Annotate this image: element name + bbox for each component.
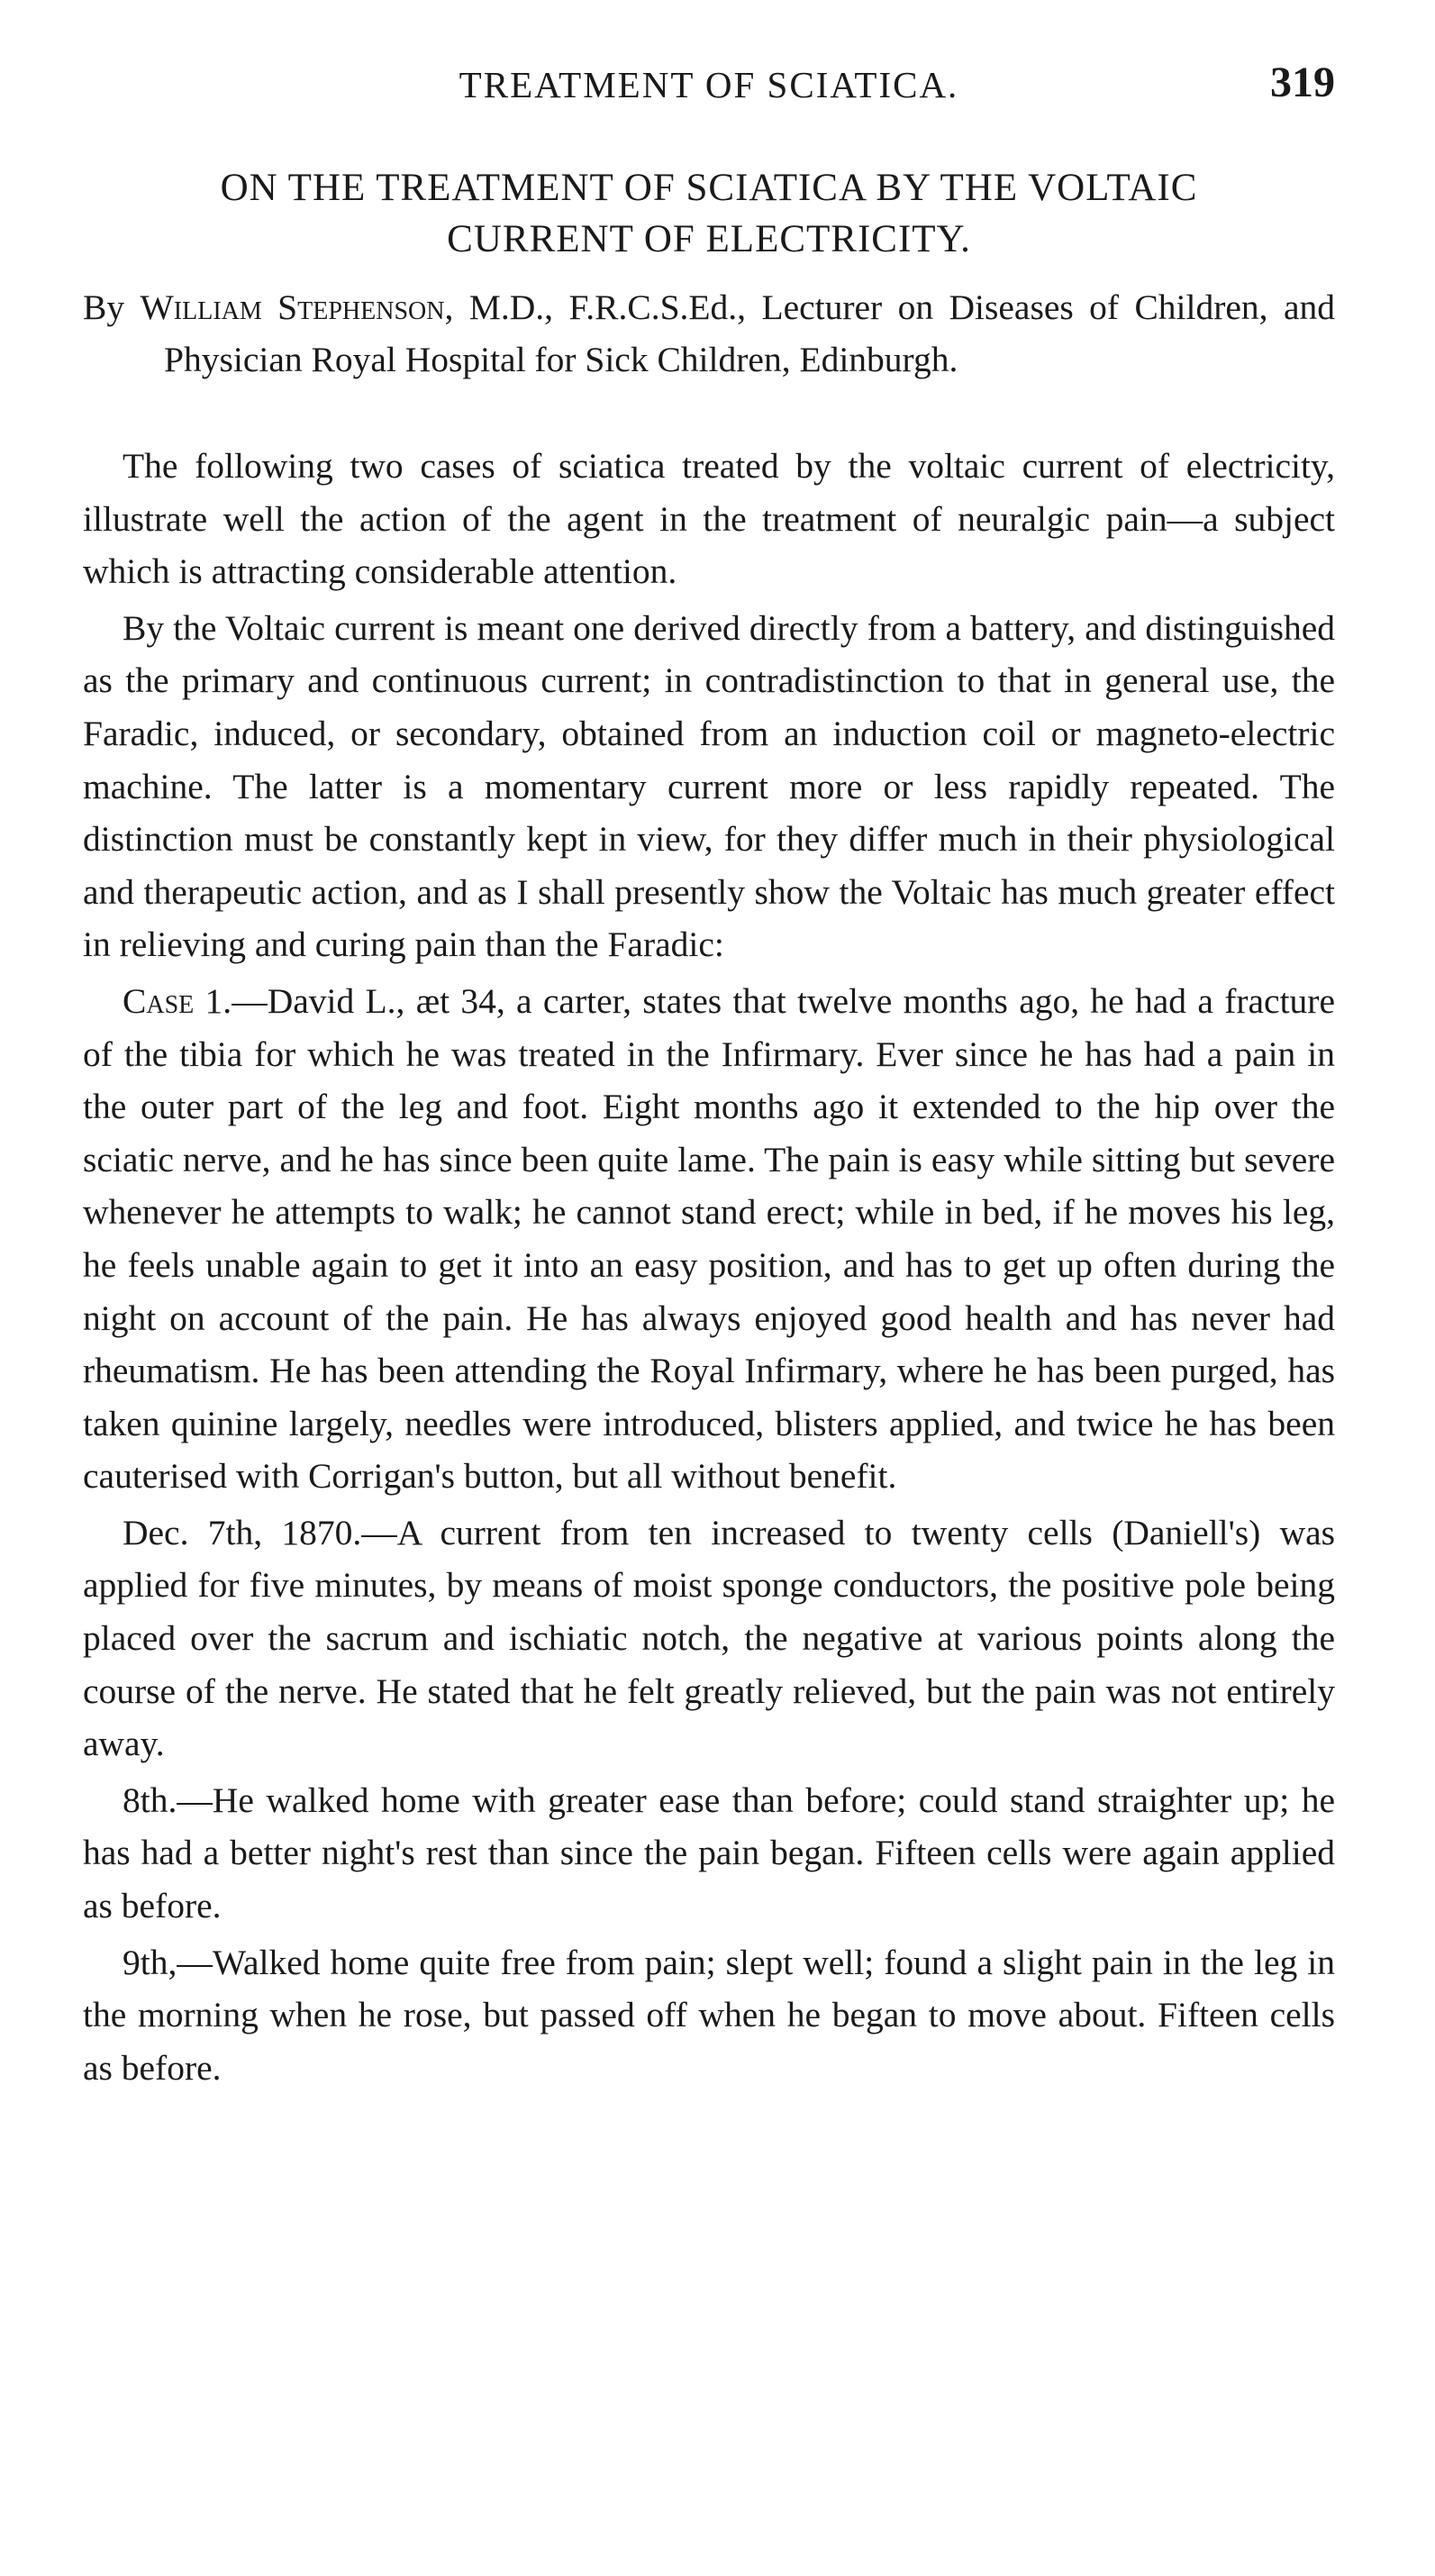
article-title: [83, 162, 1335, 265]
running-head: [83, 59, 1335, 117]
author-credentials: , M.D., F.R.C.S.Ed., Lecturer on Diseases of Children, and Physician Royal Hospital for Sick Children, Edinburgh.: [164, 287, 1335, 379]
byline-prefix: By: [83, 287, 141, 327]
paragraph-9th: 9th,—Walked home quite free from pain; slept well; found a slight pain in the leg in the morning when he rose, but passed off when he began to move about. Fifteen cells as before.: [83, 1942, 1335, 2088]
case-label: Case 1.: [123, 980, 232, 1021]
paragraph-intro: The following two cases of sciatica treated by the voltaic current of electricity, illustrate well the action of the agent in the treatment of neuralgic pain—a subject which is attracting considerable attention.: [83, 446, 1335, 592]
paragraph-voltaic-definition: By the Voltaic current is meant one derived directly from a battery, and distinguished as the primary and continuous current; in contradistinction to that in general use, the Faradic, induced, or secondary, obtained from an induction coil or magneto-electric machine. The latter is a momentary current more or less rapidly repeated. The distinction must be constantly kept in view, for they differ much in their physiological and therapeutic action, and as I shall presently show the Voltaic has much greater effect in relieving and curing pain than the Faradic:: [83, 607, 1335, 965]
paragraph-8th: 8th.—He walked home with greater ease than before; could stand straighter up; he has had a better night's rest than since the pain began. Fifteen cells were again applied as before.: [83, 1780, 1335, 1926]
author-name: William Stephenson: [140, 287, 445, 327]
running-title: TREATMENT OF SCIATICA.: [459, 64, 959, 105]
byline: [83, 281, 1335, 386]
page-number: 319: [1270, 59, 1335, 106]
case-1-text: —David L., æt 34, a carter, states that twelve months ago, he had a fracture of the tibia for which he was treated in the Infirmary. Ever since he has had a pain in the outer part of the leg and foot. Eight months ago it extended to the hip over the sciatic nerve, and he has since been quite lame. The pain is easy while sitting but severe whenever he attempts to walk; he cannot stand erect; while in bed, if he moves his leg, he feels unable again to get it into an easy position, and has to get up often during the night on account of the pain. He has always enjoyed good health and has never had rheumatism. He has been attending the Royal Infirmary, where he has been purged, has taken quinine largely, needles were introduced, blisters applied, and twice he has been cauterised with Corrigan's button, but all without benefit.: [83, 980, 1335, 1497]
article-title-line-2: CURRENT OF ELECTRICITY.: [447, 218, 971, 260]
article-title-line-1: ON THE TREATMENT OF SCIATICA BY THE VOLTAIC: [220, 167, 1198, 209]
article-body: [83, 440, 1335, 2098]
paragraph-case-1: [83, 975, 1335, 1503]
paragraph-dec-7: Dec. 7th, 1870.—A current from ten increased to twenty cells (Daniell's) was applied for five minutes, by means of moist sponge conductors, the positive pole being placed over the sacrum and ischiatic notch, the negative at various points along the course of the nerve. He stated that he felt greatly relieved, but the pain was not entirely away.: [83, 1512, 1335, 1764]
